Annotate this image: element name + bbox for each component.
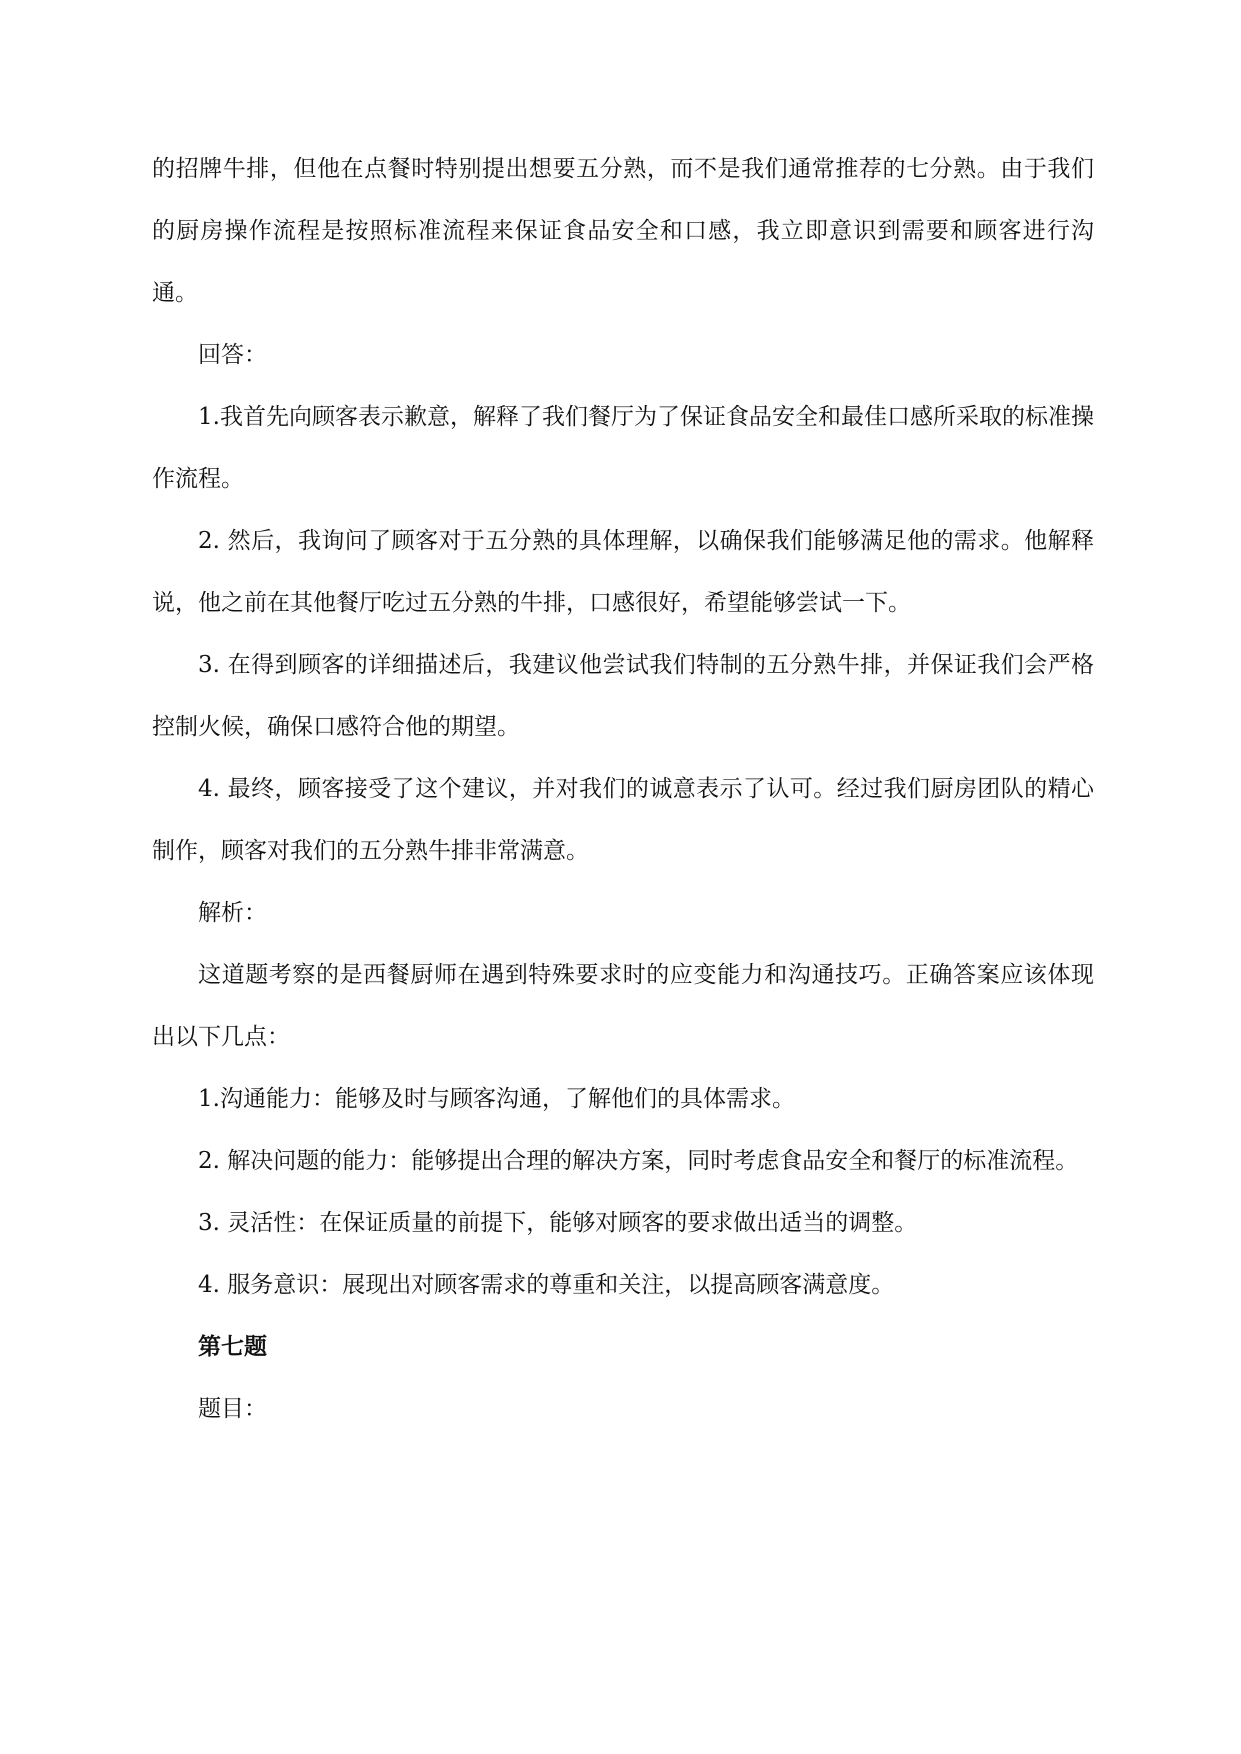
- answer-label: 回答：: [198, 342, 267, 368]
- paragraph-continuation: 的招牌牛排，但他在点餐时特别提出想要五分熟，而不是我们通常推荐的七分熟。由于我们的厨房操作流程是按照标准流程来保证食品安全和口感，我立即意识到需要和顾客进行沟通。: [152, 156, 1094, 306]
- analysis-point-1: 1.沟通能力：能够及时与顾客沟通，了解他们的具体需求。: [198, 1086, 795, 1112]
- analysis-intro: 这道题考察的是西餐厨师在遇到特殊要求时的应变能力和沟通技巧。正确答案应该体现出以下几点：: [152, 962, 1094, 1050]
- answer-step-4: 4. 最终，顾客接受了这个建议，并对我们的诚意表示了认可。经过我们厨房团队的精心制作，顾客对我们的五分熟牛排非常满意。: [152, 776, 1094, 864]
- answer-step-2: 2. 然后，我询问了顾客对于五分熟的具体理解，以确保我们能够满足他的需求。他解释说，他之前在其他餐厅吃过五分熟的牛排，口感很好，希望能够尝试一下。: [152, 528, 1094, 616]
- analysis-label: 解析：: [198, 900, 267, 926]
- answer-step-3: 3. 在得到顾客的详细描述后，我建议他尝试我们特制的五分熟牛排，并保证我们会严格控制火候，确保口感符合他的期望。: [152, 652, 1094, 740]
- question-heading: 第七题: [198, 1333, 267, 1360]
- analysis-point-4: 4. 服务意识：展现出对顾客需求的尊重和关注，以提高顾客满意度。: [198, 1272, 895, 1298]
- analysis-point-2: 2. 解决问题的能力：能够提出合理的解决方案，同时考虑食品安全和餐厅的标准流程。: [198, 1148, 1079, 1174]
- question-label: 题目：: [198, 1396, 267, 1422]
- document-body: [152, 138, 1094, 1440]
- answer-step-1: 1.我首先向顾客表示歉意，解释了我们餐厅为了保证食品安全和最佳口感所采取的标准操作流程。: [152, 404, 1094, 492]
- analysis-point-3: 3. 灵活性：在保证质量的前提下，能够对顾客的要求做出适当的调整。: [198, 1210, 918, 1236]
